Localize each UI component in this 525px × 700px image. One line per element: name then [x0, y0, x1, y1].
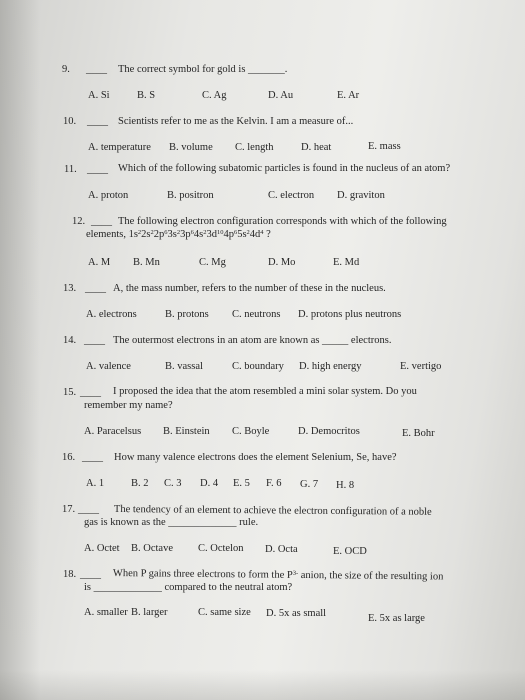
orbital-electron-count: 2 [203, 229, 207, 236]
answer-option[interactable]: A. Paracelsus [84, 426, 142, 437]
answer-option[interactable]: A. M [88, 257, 111, 268]
question-number: 9. [62, 64, 70, 75]
answer-blank[interactable]: ____ [82, 452, 103, 463]
answer-option[interactable]: D. heat [301, 142, 332, 153]
answer-blank[interactable]: ____ [91, 216, 112, 227]
question-text: The outermost electrons in an atom are known as _____ electrons. [113, 335, 392, 346]
text-after: anion, the size of the resulting ion [298, 569, 444, 583]
answer-option[interactable]: D. Democritos [298, 426, 360, 437]
answer-option[interactable]: B. positron [167, 190, 214, 201]
answer-option[interactable]: E. OCD [333, 546, 367, 557]
text-before: When P gains three electrons to form the P [112, 568, 293, 581]
question-text: Which of the following subatomic particles is found in the nucleus of an atom? [118, 163, 451, 174]
orbital-electron-count: 2 [137, 229, 142, 236]
orbital-electron-count: 6 [233, 229, 238, 236]
orbital-electron-count: 6 [164, 229, 168, 236]
answer-option[interactable]: C. Ag [202, 90, 227, 101]
question-text: The correct symbol for gold is _______. [118, 64, 288, 75]
question-number: 14. [63, 335, 77, 346]
answer-option[interactable]: A. valence [86, 361, 131, 372]
answer-option[interactable]: B. volume [169, 142, 213, 153]
answer-option[interactable]: C. 3 [164, 478, 182, 489]
answer-option[interactable]: G. 7 [300, 479, 319, 490]
orbital-term: 4s [193, 229, 204, 240]
orbital-term: 4d [249, 229, 261, 240]
answer-option[interactable]: E. Bohr [402, 428, 435, 439]
orbital-electron-count: 2 [246, 229, 250, 236]
answer-option[interactable]: D. Au [268, 90, 294, 101]
question-text: A, the mass number, refers to the number of these in the nucleus. [113, 283, 386, 294]
electron-configuration [129, 229, 264, 240]
question-text: How many valence electrons does the element Selenium, Se, have? [114, 452, 397, 463]
answer-option[interactable]: B. larger [131, 607, 168, 618]
text-prefix: elements, [86, 229, 129, 240]
orbital-term: 2p [153, 229, 165, 240]
question-text-line2: is _____________ compared to the neutral atom? [84, 582, 293, 593]
answer-option[interactable]: B. vassal [165, 361, 203, 372]
question-number: 15. [63, 387, 77, 398]
question-number: 12. [72, 216, 86, 227]
answer-option[interactable]: A. proton [88, 190, 129, 201]
answer-option[interactable]: E. 5x as large [368, 613, 425, 624]
answer-blank[interactable]: ____ [80, 569, 101, 580]
text-suffix: ? [263, 229, 271, 240]
orbital-term: 4p [223, 229, 234, 240]
answer-option[interactable]: C. length [235, 142, 274, 153]
question-text: I proposed the idea that the atom resembled a mini solar system. Do you [113, 386, 417, 397]
answer-option[interactable]: B. S [137, 90, 156, 101]
answer-option[interactable]: H. 8 [336, 480, 355, 491]
answer-option[interactable]: D. Octa [265, 544, 298, 555]
question-text-line2 [86, 229, 271, 241]
answer-option[interactable]: A. Octet [84, 543, 120, 554]
question-number: 17. [62, 504, 76, 515]
answer-blank[interactable]: ____ [87, 116, 108, 127]
answer-option[interactable]: C. same size [198, 607, 251, 618]
orbital-electron-count: 2 [150, 229, 154, 236]
orbital-term: 3d [206, 229, 217, 240]
answer-option[interactable]: B. Octave [131, 543, 173, 554]
answer-option[interactable]: A. temperature [88, 142, 151, 153]
answer-option[interactable]: C. Octelon [198, 543, 244, 554]
answer-option[interactable]: A. Si [88, 90, 110, 101]
answer-option[interactable]: F. 6 [266, 478, 282, 489]
answer-option[interactable]: D. 4 [200, 478, 219, 489]
answer-option[interactable]: A. smaller [84, 607, 128, 618]
answer-option[interactable]: A. 1 [86, 478, 105, 489]
question-number: 13. [63, 283, 77, 294]
question-number: 18. [63, 569, 77, 580]
answer-option[interactable]: E. 5 [233, 478, 250, 489]
orbital-term: 3p [180, 229, 191, 240]
question-text: Scientists refer to me as the Kelvin. I am a measure of... [118, 116, 354, 127]
answer-option[interactable]: C. electron [268, 190, 315, 201]
answer-option[interactable]: E. vertigo [400, 361, 442, 372]
answer-blank[interactable]: ____ [85, 283, 106, 294]
orbital-term: 5s [237, 229, 247, 240]
question-text: The tendency of an element to achieve the electron configuration of a noble [113, 504, 432, 518]
question-text: The following electron configuration corresponds with which of the following [118, 216, 447, 227]
answer-option[interactable]: B. protons [165, 309, 209, 320]
answer-blank[interactable]: ____ [87, 164, 108, 175]
answer-blank[interactable]: ____ [86, 64, 107, 75]
orbital-term: 3s [167, 229, 177, 240]
answer-option[interactable]: D. 5x as small [266, 608, 327, 619]
question-text [113, 568, 444, 583]
answer-option[interactable]: C. Mg [199, 257, 226, 268]
answer-option[interactable]: D. high energy [299, 361, 362, 372]
answer-option[interactable]: A. electrons [86, 309, 137, 320]
question-text-line2: gas is known as the _____________ rule. [84, 517, 259, 528]
answer-option[interactable]: B. Mn [133, 257, 160, 268]
page-shadow-bottom [0, 670, 525, 700]
answer-blank[interactable]: ____ [80, 387, 101, 398]
answer-option[interactable]: C. neutrons [232, 309, 281, 320]
orbital-term: 1s [128, 229, 138, 240]
answer-blank[interactable]: ____ [78, 504, 99, 515]
answer-blank[interactable]: ____ [84, 335, 105, 346]
ion-charge: 3- [292, 569, 299, 577]
orbital-term: 2s [141, 229, 151, 240]
question-text-line2: remember my name? [84, 400, 173, 411]
answer-option[interactable]: D. protons plus neutrons [298, 309, 402, 320]
question-number: 10. [63, 116, 77, 127]
answer-option[interactable]: C. Boyle [232, 426, 270, 437]
orbital-electron-count: 2 [176, 229, 181, 236]
answer-option[interactable]: E. Md [333, 257, 360, 268]
answer-option[interactable]: E. mass [368, 141, 401, 152]
question-number: 11. [64, 164, 77, 175]
page-shadow-left [0, 0, 40, 700]
answer-option[interactable]: B. Einstein [163, 426, 210, 437]
orbital-electron-count: 10 [216, 229, 224, 236]
orbital-electron-count: 6 [190, 229, 194, 236]
answer-option[interactable]: D. graviton [337, 190, 385, 201]
answer-option[interactable]: D. Mo [268, 257, 296, 268]
orbital-electron-count: 4 [260, 229, 264, 236]
answer-option[interactable]: B. 2 [131, 478, 149, 489]
answer-option[interactable]: C. boundary [232, 361, 284, 372]
answer-option[interactable]: E. Ar [337, 90, 360, 101]
question-number: 16. [62, 452, 76, 463]
